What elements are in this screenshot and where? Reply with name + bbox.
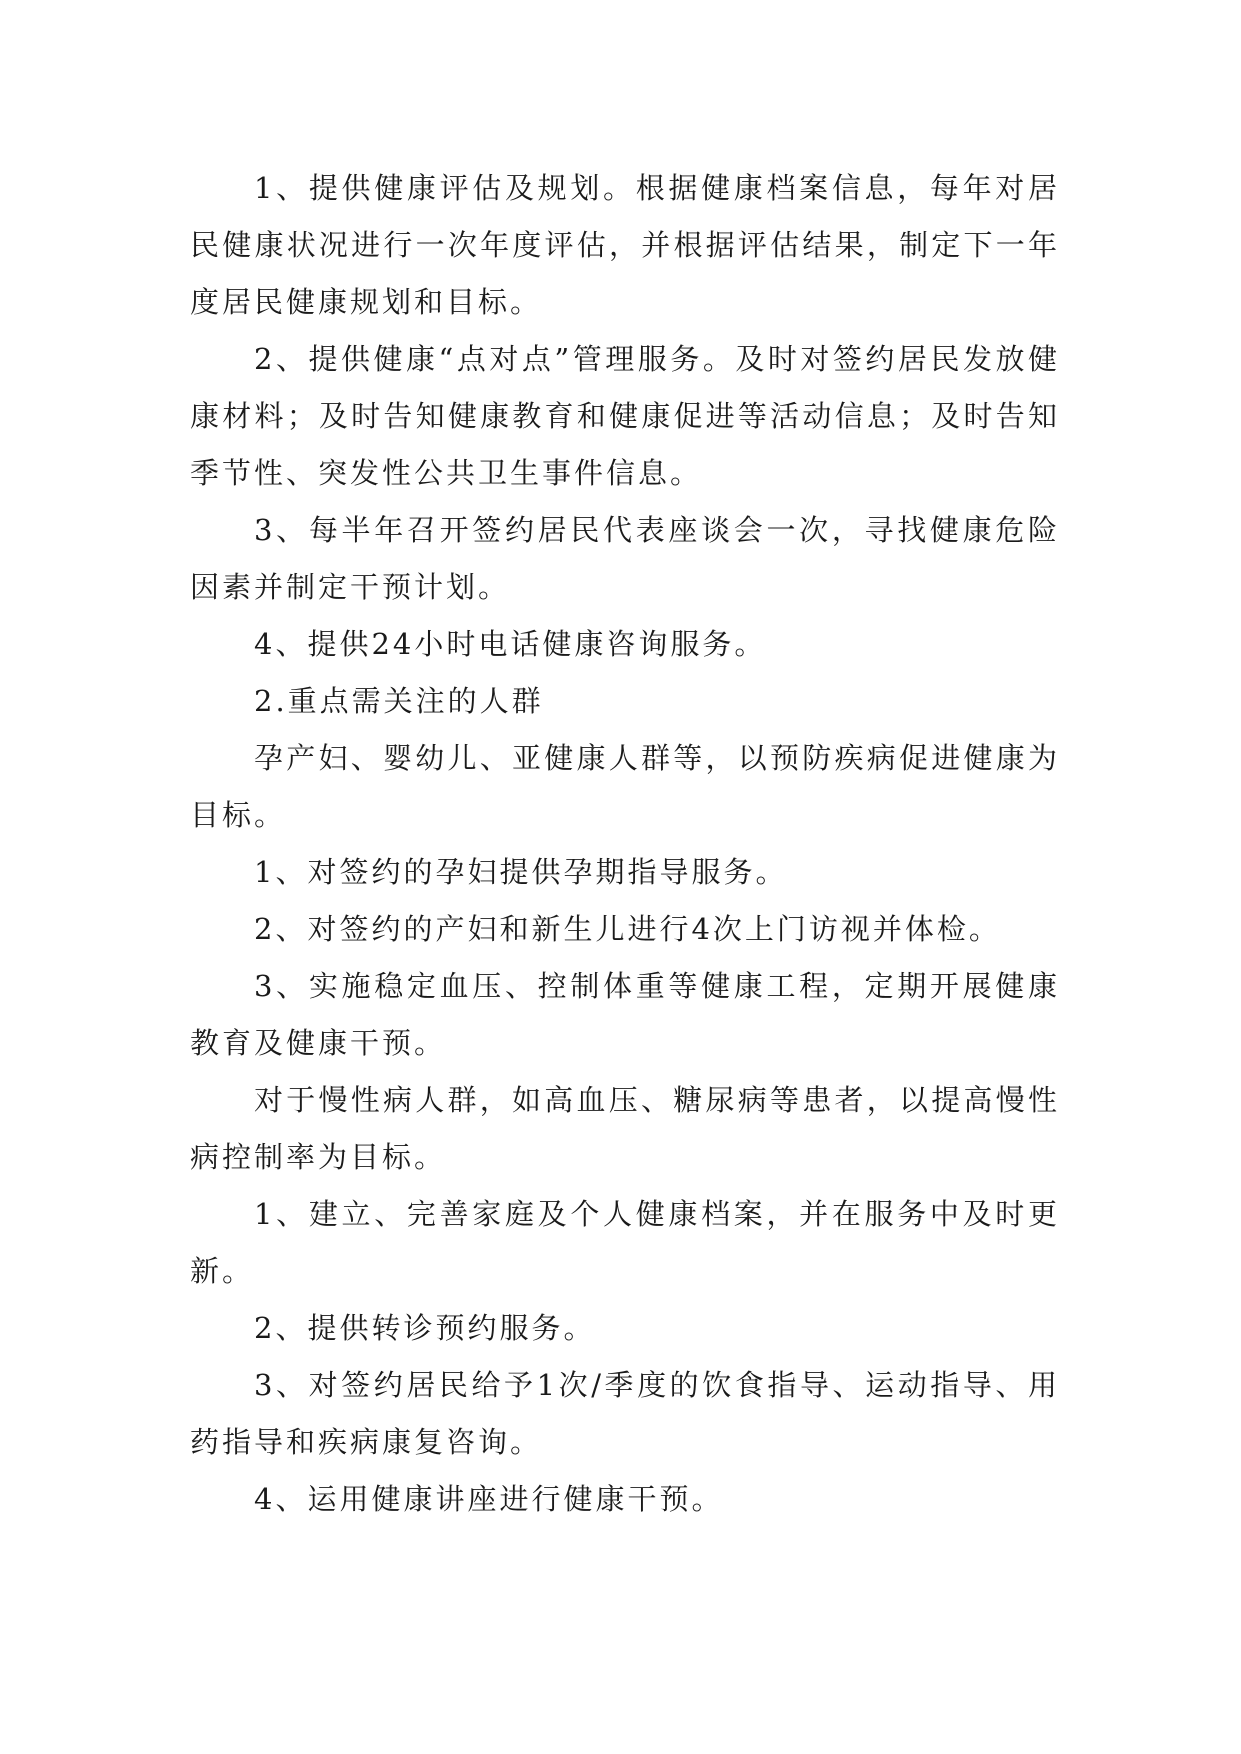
paragraph: 1、对签约的孕妇提供孕期指导服务。 [254, 855, 788, 889]
paragraph: 对于慢性病人群，如高血压、糖尿病等患者，以提高慢性病控制率为目标。 [190, 1083, 1060, 1174]
paragraph: 3、每半年召开签约居民代表座谈会一次，寻找健康危险因素并制定干预计划。 [190, 513, 1060, 604]
paragraph: 孕产妇、婴幼儿、亚健康人群等，以预防疾病促进健康为目标。 [190, 741, 1060, 832]
paragraph: 1、提供健康评估及规划。根据健康档案信息，每年对居民健康状况进行一次年度评估，并根据评估结果，制定下一年度居民健康规划和目标。 [190, 171, 1060, 319]
section-heading: 2.重点需关注的人群 [254, 684, 544, 718]
paragraph: 3、实施稳定血压、控制体重等健康工程，定期开展健康教育及健康干预。 [190, 969, 1060, 1060]
paragraph: 2、提供健康“点对点”管理服务。及时对签约居民发放健康材料；及时告知健康教育和健康促进等活动信息；及时告知季节性、突发性公共卫生事件信息。 [190, 342, 1060, 490]
paragraph: 3、对签约居民给予1次/季度的饮食指导、运动指导、用药指导和疾病康复咨询。 [190, 1368, 1060, 1459]
document-body [190, 160, 1060, 1528]
paragraph: 2、对签约的产妇和新生儿进行4次上门访视并体检。 [254, 912, 1001, 946]
paragraph: 2、提供转诊预约服务。 [254, 1311, 596, 1345]
paragraph: 4、提供24小时电话健康咨询服务。 [254, 627, 767, 661]
paragraph: 1、建立、完善家庭及个人健康档案，并在服务中及时更新。 [190, 1197, 1060, 1288]
paragraph: 4、运用健康讲座进行健康干预。 [254, 1482, 724, 1516]
